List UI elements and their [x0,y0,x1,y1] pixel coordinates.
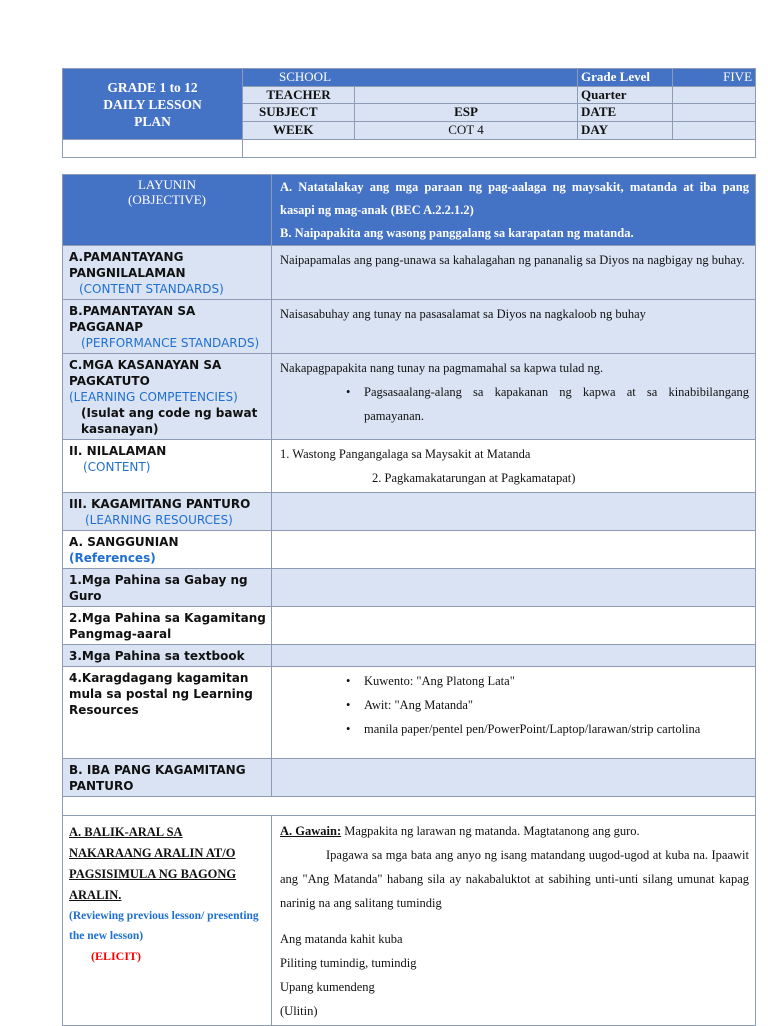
review-row [63,816,756,1026]
references-row [63,531,756,569]
guide-pages-row [63,569,756,607]
header-blank-left [63,140,243,158]
week-label: WEEK [243,122,355,140]
content-row [63,440,756,493]
lesson-plan-header-table [62,68,756,158]
learner-pages-label: 2.Mga Pahina sa Kagamitang Pangmag-aaral [63,607,272,645]
grade-level-value: FIVE [673,69,756,87]
song-line-2: Piliting tumindig, tumindig [280,956,417,970]
resources-row [63,493,756,531]
guide-pages-value [272,569,756,607]
references-sub: (References) [69,551,156,565]
spacer-row [63,797,756,816]
objective-label: LAYUNIN (OBJECTIVE) [63,175,272,246]
elicit-label: (ELICIT) [91,949,142,963]
learner-pages-value [272,607,756,645]
review-label: A. BALIK-ARAL SA NAKARAANG ARALIN AT/O PAGSISIMULA NG BAGONG ARALIN. (Reviewing previous lesson/ presenting the new lesson) (ELICIT) [63,816,272,1026]
additional-item-3: • manila paper/pentel pen/PowerPoint/Laptop/larawan/strip cartolina [280,717,749,741]
additional-resources-row [63,667,756,759]
day-value[interactable] [673,122,756,140]
content-standards-label: A.PAMANTAYANG PANGNILALAMAN (CONTENT STANDARDS) [63,246,272,300]
performance-standards-value: Naisasabuhay ang tunay na pasasalamat sa Diyos na nagkaloob ng buhay [272,300,756,354]
content-standards-sub: (CONTENT STANDARDS) [79,282,224,296]
title-line-2: DAILY LESSON [103,96,202,112]
teacher-value[interactable] [355,87,578,104]
references-label: A. SANGGUNIAN (References) [63,531,272,569]
performance-standards-sub: (PERFORMANCE STANDARDS) [81,336,260,350]
lesson-plan-title [63,69,243,140]
song-line-4: (Ulitin) [280,1004,318,1018]
review-sub: (Reviewing previous lesson/ presenting the new lesson) [69,910,259,942]
title-line-1: GRADE 1 to 12 [107,79,198,95]
resources-label: III. KAGAMITANG PANTURO (LEARNING RESOURCES) [63,493,272,531]
learner-pages-row [63,607,756,645]
competencies-note: (Isulat ang code ng bawat kasanayan) [81,406,258,436]
quarter-value[interactable] [673,87,756,104]
guide-pages-label: 1.Mga Pahina sa Gabay ng Guro [63,569,272,607]
content-value [272,440,756,493]
subject-label: SUBJECT [243,104,355,122]
textbook-pages-row [63,645,756,667]
gawain-line: A. Gawain: Magpakita ng larawan ng matanda. Magtatanong ang guro. [280,824,640,838]
content-label: II. NILALAMAN (CONTENT) [63,440,272,493]
header-blank-right [243,140,756,158]
competency-bullet: • Pagsasaalang-alang sa kapakanan ng kapwa at sa kinabibilangang pamayanan. [280,380,749,428]
competencies-sub: (LEARNING COMPETENCIES) [69,390,238,404]
title-line-3: PLAN [134,113,171,129]
resources-sub: (LEARNING RESOURCES) [85,513,233,527]
textbook-pages-value [272,645,756,667]
lesson-plan-main-table [62,174,756,1026]
day-label: DAY [578,122,673,140]
objective-b: B. Naipapakita ang wasong panggalang sa karapatan ng matanda. [280,226,634,240]
additional-resources-label: 4.Karagdagang kagamitan mula sa postal ng Learning Resources [63,667,272,759]
grade-level-label: Grade Level [578,69,673,87]
additional-item-1: • Kuwento: "Ang Platong Lata" [280,669,749,693]
review-value [272,816,756,1026]
quarter-label: Quarter [578,87,673,104]
competencies-row [63,354,756,440]
competencies-value: Nakapagpapakita nang tunay na pagmamahal sa kapwa tulad ng. • Pagsasaalang-alang sa kapakanan ng kapwa at sa kinabibilangang pamayanan. [272,354,756,440]
textbook-pages-label: 3.Mga Pahina sa textbook [63,645,272,667]
song-line-1: Ang matanda kahit kuba [280,932,403,946]
other-resources-row [63,759,756,797]
competencies-label: C.MGA KASANAYAN SA PAGKATUTO (LEARNING COMPETENCIES) (Isulat ang code ng bawat kasanayan) [63,354,272,440]
content-standards-row [63,246,756,300]
school-label: SCHOOL [243,69,578,87]
spacer-cell [63,797,756,816]
references-value [272,531,756,569]
week-value: COT 4 [355,122,578,140]
teacher-label: TEACHER [243,87,355,104]
date-label: DATE [578,104,673,122]
other-resources-label: B. IBA PANG KAGAMITANG PANTURO [63,759,272,797]
objective-text [272,175,756,246]
other-resources-value [272,759,756,797]
performance-standards-row [63,300,756,354]
content-standards-value: Naipapamalas ang pang-unawa sa kahalagahan ng pananalig sa Diyos na nagbigay ng buhay. [272,246,756,300]
resources-value [272,493,756,531]
objective-a: A. Natatalakay ang mga paraan ng pag-aalaga ng maysakit, matanda at iba pang kasapi ng mag-anak (BEC A.2.2.1.2) [280,180,749,217]
gawain-paragraph: Ipagawa sa mga bata ang anyo ng isang matandang uugod-ugod at kuba na. Ipaawit ang "Ang Matanda" habang sila ay nakabaluktot at sabihing unti-unti silang umunat kapag narinig na ang salitang tumindig [280,848,749,910]
additional-item-2: • Awit: "Ang Matanda" [280,693,749,717]
objective-row [63,175,756,246]
additional-resources-value [272,667,756,759]
content-sub: (CONTENT) [83,460,151,474]
content-item-1: 1. Wastong Pangangalaga sa Maysakit at Matanda [280,447,531,461]
performance-standards-label: B.PAMANTAYAN SA PAGGANAP (PERFORMANCE STANDARDS) [63,300,272,354]
date-value[interactable] [673,104,756,122]
subject-value: ESP [355,104,578,122]
content-item-2: 2. Pagkamakatarungan at Pagkamatapat) [372,471,576,485]
song-line-3: Upang kumendeng [280,980,375,994]
